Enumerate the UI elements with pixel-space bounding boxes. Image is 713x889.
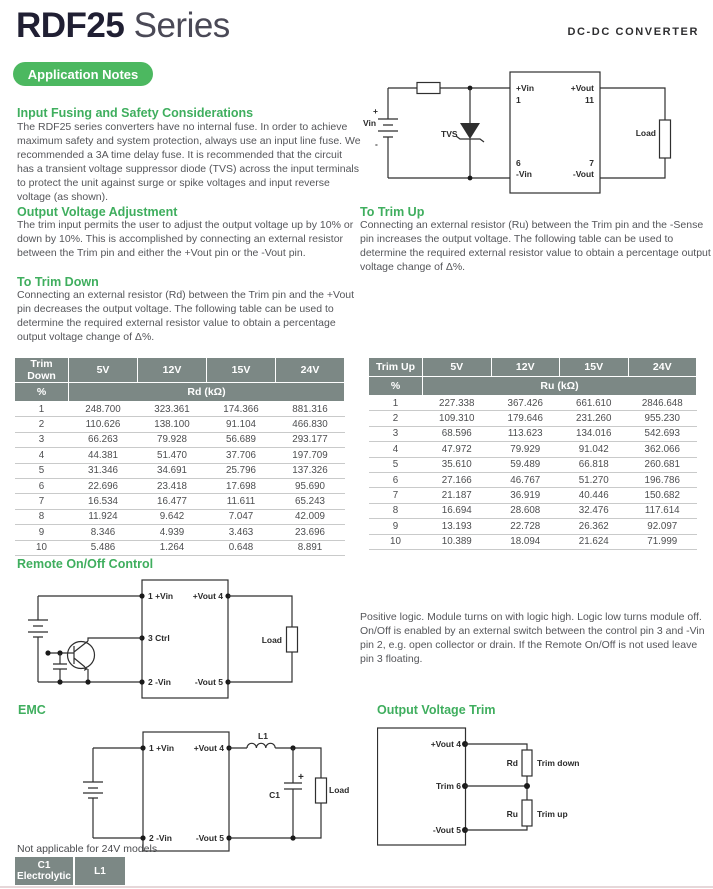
heading-remote-on-off: Remote On/Off Control xyxy=(17,557,154,571)
value-cell: 8.346 xyxy=(69,525,138,540)
resistor-ru xyxy=(522,800,532,826)
percent-cell: 4 xyxy=(369,442,423,457)
table-row xyxy=(369,503,697,518)
value-cell: 68.596 xyxy=(423,426,492,441)
percent-cell: 6 xyxy=(15,478,69,493)
value-cell: 113.623 xyxy=(491,426,560,441)
c1-label: C1 xyxy=(37,860,51,871)
capacitor-c1 xyxy=(284,748,302,838)
percent-cell: 2 xyxy=(369,411,423,426)
value-cell: 92.097 xyxy=(628,519,697,534)
value-cell: 25.796 xyxy=(207,463,276,478)
table-title: Trim Up xyxy=(369,358,423,377)
value-cell: 955.230 xyxy=(628,411,697,426)
load-label: Load xyxy=(329,785,350,795)
value-cell: 0.648 xyxy=(207,540,276,555)
pin-1-vin: 1 +Vin xyxy=(148,591,174,601)
percent-cell: 8 xyxy=(369,503,423,518)
percent-cell: 1 xyxy=(369,396,423,411)
to-trim-down-paragraph: Connecting an external resistor (Rd) between the Trim pin and the +Vout pin decreases the output voltage. The following table can be used to determine the required external resistor value to obtain a percentage output voltage change of Δ%. xyxy=(17,289,355,343)
column-header: 15V xyxy=(560,358,629,377)
junction-dot xyxy=(57,679,62,684)
to-trim-up-paragraph: Connecting an external resistor (Ru) between the Trim pin and the -Sense pin increases the output voltage. The following table can be used to determine the required external resistor value to obtain a percentage output voltage change of Δ%. xyxy=(360,219,711,273)
value-cell: 56.689 xyxy=(207,432,276,447)
pin-3-ctrl: 3 Ctrl xyxy=(148,633,170,643)
table-row xyxy=(15,417,345,432)
percent-cell: 7 xyxy=(15,494,69,509)
value-cell: 91.104 xyxy=(207,417,276,432)
collector-emitter-wires xyxy=(88,638,142,682)
value-cell: 110.626 xyxy=(69,417,138,432)
value-cell: 1.264 xyxy=(138,540,207,555)
value-cell: 8.891 xyxy=(276,540,345,555)
table-row xyxy=(369,488,697,503)
junction-dot xyxy=(85,679,90,684)
value-cell: 16.694 xyxy=(423,503,492,518)
table-row xyxy=(15,540,345,555)
value-cell: 35.610 xyxy=(423,457,492,472)
value-cell: 117.614 xyxy=(628,503,697,518)
value-cell: 16.534 xyxy=(69,494,138,509)
l1-label: L1 xyxy=(94,865,106,877)
table-row xyxy=(15,509,345,524)
c1-type-label: Electrolytic xyxy=(17,871,71,882)
input-fusing-paragraph: The RDF25 series converters have no internal fuse. In order to achieve maximum safety and system protection, always use an input line fuse. We recommended a 3A time delay fuse. It is recommended that the circuit has a transient voltage suppressor diode (TVS) across the input terminals to protect the unit against surge or spike voltages and input reverse voltage (as shown). xyxy=(17,121,361,203)
pin-5-vout: -Vout 5 xyxy=(195,833,224,843)
column-header: 24V xyxy=(276,358,345,383)
percent-cell: 5 xyxy=(15,463,69,478)
application-notes-badge: Application Notes xyxy=(13,62,153,86)
value-cell: 134.016 xyxy=(560,426,629,441)
value-cell: 227.338 xyxy=(423,396,492,411)
table-row xyxy=(15,478,345,493)
value-cell: 36.919 xyxy=(491,488,560,503)
input-fusing-circuit-diagram xyxy=(362,65,707,200)
column-header: 15V xyxy=(207,358,276,383)
value-cell: 174.366 xyxy=(207,402,276,417)
pin-5-vout: -Vout 5 xyxy=(432,825,461,835)
percent-cell: 1 xyxy=(15,402,69,417)
heading-to-trim-down: To Trim Down xyxy=(17,275,99,289)
trim-up-table xyxy=(368,357,697,550)
value-cell: 46.767 xyxy=(491,472,560,487)
percent-cell: 9 xyxy=(15,525,69,540)
value-cell: 150.682 xyxy=(628,488,697,503)
emc-circuit-diagram xyxy=(14,730,359,855)
pin-2-vin: 2 -Vin xyxy=(148,677,171,687)
pin-dot xyxy=(139,679,144,684)
value-cell: 881.316 xyxy=(276,402,345,417)
pin-4-vout: +Vout 4 xyxy=(192,591,223,601)
value-cell: 661.610 xyxy=(560,396,629,411)
table-row xyxy=(369,411,697,426)
value-cell: 137.326 xyxy=(276,463,345,478)
trim-down-label: Trim down xyxy=(537,758,580,768)
value-cell: 11.924 xyxy=(69,509,138,524)
trim-down-table-body xyxy=(15,402,345,556)
value-cell: 10.389 xyxy=(423,534,492,549)
percent-cell: 8 xyxy=(15,509,69,524)
table-row xyxy=(15,402,345,417)
table-row xyxy=(369,472,697,487)
table-unit-row xyxy=(15,383,345,402)
value-cell: 66.818 xyxy=(560,457,629,472)
pin-1-vin: 1 +Vin xyxy=(149,743,175,753)
value-cell: 323.361 xyxy=(138,402,207,417)
table-row xyxy=(15,494,345,509)
c1-label: C1 xyxy=(269,790,280,800)
table-row xyxy=(369,396,697,411)
pin-1: 1 xyxy=(516,95,521,105)
battery-minus-label: - xyxy=(375,139,378,149)
trim-up-table-body xyxy=(369,396,697,550)
value-cell: 11.611 xyxy=(207,494,276,509)
value-cell: 2846.648 xyxy=(628,396,697,411)
load-resistor xyxy=(287,627,298,652)
tvs-diode xyxy=(460,123,480,139)
value-cell: 138.100 xyxy=(138,417,207,432)
heading-to-trim-up: To Trim Up xyxy=(360,205,425,219)
table-header-row xyxy=(369,358,697,377)
table-row xyxy=(369,442,697,457)
value-cell: 5.486 xyxy=(69,540,138,555)
pin-dot xyxy=(139,593,144,598)
value-cell: 248.700 xyxy=(69,402,138,417)
value-cell: 13.193 xyxy=(423,519,492,534)
battery-symbol xyxy=(28,620,48,637)
column-header: 5V xyxy=(423,358,492,377)
value-cell: 3.463 xyxy=(207,525,276,540)
value-cell: 23.418 xyxy=(138,478,207,493)
percent-header: % xyxy=(15,383,69,402)
value-cell: 37.706 xyxy=(207,448,276,463)
output-wires xyxy=(228,596,292,682)
percent-cell: 5 xyxy=(369,457,423,472)
pin-vin-minus: -Vin xyxy=(516,169,532,179)
pin-dot xyxy=(140,745,145,750)
pin-vout-plus: +Vout xyxy=(570,83,594,93)
value-cell: 71.999 xyxy=(628,534,697,549)
value-cell: 79.928 xyxy=(138,432,207,447)
percent-header: % xyxy=(369,377,423,396)
junction-dot xyxy=(468,176,473,181)
pin-vout-minus: -Vout xyxy=(572,169,594,179)
series-name: RDF25 xyxy=(16,6,125,45)
value-cell: 47.972 xyxy=(423,442,492,457)
value-cell: 367.426 xyxy=(491,396,560,411)
percent-cell: 7 xyxy=(369,488,423,503)
value-cell: 51.470 xyxy=(138,448,207,463)
value-cell: 17.698 xyxy=(207,478,276,493)
pin-5-vout: -Vout 5 xyxy=(194,677,223,687)
resistor-rd xyxy=(522,750,532,776)
value-cell: 32.476 xyxy=(560,503,629,518)
value-cell: 466.830 xyxy=(276,417,345,432)
unit-header: Ru (kΩ) xyxy=(423,377,697,396)
value-cell: 59.489 xyxy=(491,457,560,472)
value-cell: 79.929 xyxy=(491,442,560,457)
remote-on-off-paragraph: Positive logic. Module turns on with logic high. Logic low turns module off. On/Off is enabled by an external switch between the control pin 3 and -Vin pin 2, e.g. open collector or drain. If the Remote On/Off is not used leave pin 3 floating. xyxy=(360,611,705,665)
value-cell: 51.270 xyxy=(560,472,629,487)
series-suffix: Series xyxy=(124,6,230,45)
heading-output-voltage-trim: Output Voltage Trim xyxy=(377,703,496,717)
vin-source-label: Vin xyxy=(363,118,377,128)
value-cell: 9.642 xyxy=(138,509,207,524)
value-cell: 40.446 xyxy=(560,488,629,503)
value-cell: 66.263 xyxy=(69,432,138,447)
rd-label: Rd xyxy=(506,758,518,768)
column-header: 12V xyxy=(491,358,560,377)
table-row xyxy=(369,519,697,534)
value-cell: 109.310 xyxy=(423,411,492,426)
column-header: 12V xyxy=(138,358,207,383)
value-cell: 4.939 xyxy=(138,525,207,540)
heading-input-fusing: Input Fusing and Safety Considerations xyxy=(17,106,254,120)
value-cell: 28.608 xyxy=(491,503,560,518)
junction-dot xyxy=(290,835,295,840)
value-cell: 91.042 xyxy=(560,442,629,457)
battery-plus-label: + xyxy=(373,106,378,116)
emc-note: Not applicable for 24V models xyxy=(17,843,158,855)
percent-cell: 3 xyxy=(15,432,69,447)
value-cell: 16.477 xyxy=(138,494,207,509)
document-type: DC-DC CONVERTER xyxy=(567,26,699,38)
value-cell: 22.696 xyxy=(69,478,138,493)
table-row xyxy=(369,426,697,441)
inductor-l1 xyxy=(247,743,275,748)
remote-on-off-circuit-diagram xyxy=(14,575,344,705)
value-cell: 362.066 xyxy=(628,442,697,457)
table-header-row xyxy=(15,358,345,383)
value-cell: 31.346 xyxy=(69,463,138,478)
table-row xyxy=(15,448,345,463)
value-cell: 27.166 xyxy=(423,472,492,487)
pin-11: 11 xyxy=(585,95,594,105)
value-cell: 196.786 xyxy=(628,472,697,487)
load-label: Load xyxy=(261,635,282,645)
load-resistor xyxy=(660,120,671,158)
percent-cell: 2 xyxy=(15,417,69,432)
heading-emc: EMC xyxy=(18,703,46,717)
page-title xyxy=(16,6,230,46)
table-row xyxy=(15,432,345,447)
junction-dot xyxy=(524,783,530,789)
percent-cell: 10 xyxy=(369,534,423,549)
value-cell: 65.243 xyxy=(276,494,345,509)
column-header: 5V xyxy=(69,358,138,383)
value-cell: 197.709 xyxy=(276,448,345,463)
column-header: 24V xyxy=(628,358,697,377)
value-cell: 42.009 xyxy=(276,509,345,524)
pin-6-trim: Trim 6 xyxy=(435,781,461,791)
output-voltage-adjustment-paragraph: The trim input permits the user to adjust the output voltage up by 10% or down by 10%. This is accomplished by connecting an external resistor between the Trim pin and either the +Vout pin or the -Vout pin. xyxy=(17,219,354,259)
value-cell: 26.362 xyxy=(560,519,629,534)
value-cell: 23.696 xyxy=(276,525,345,540)
load-resistor xyxy=(316,778,327,803)
pin-vin-plus: +Vin xyxy=(516,83,535,93)
page-edge-divider xyxy=(0,886,713,888)
value-cell: 231.260 xyxy=(560,411,629,426)
base-capacitor xyxy=(53,653,67,682)
table-title: Trim Down xyxy=(15,358,69,383)
percent-cell: 3 xyxy=(369,426,423,441)
fuse-symbol xyxy=(417,83,440,94)
value-cell: 293.177 xyxy=(276,432,345,447)
pin-7: 7 xyxy=(589,158,594,168)
value-cell: 95.690 xyxy=(276,478,345,493)
value-cell: 44.381 xyxy=(69,448,138,463)
pin-4-vout: +Vout 4 xyxy=(430,739,461,749)
pin-4-vout: +Vout 4 xyxy=(193,743,224,753)
value-cell: 260.681 xyxy=(628,457,697,472)
percent-cell: 4 xyxy=(15,448,69,463)
pin-6: 6 xyxy=(516,158,521,168)
pin-dot xyxy=(140,835,145,840)
load-label: Load xyxy=(635,128,656,138)
junction-dot xyxy=(45,650,50,655)
table-row xyxy=(15,525,345,540)
table-row xyxy=(369,534,697,549)
value-cell: 22.728 xyxy=(491,519,560,534)
percent-cell: 9 xyxy=(369,519,423,534)
value-cell: 179.646 xyxy=(491,411,560,426)
pin-2-vin: 2 -Vin xyxy=(149,833,172,843)
tvs-label: TVS xyxy=(441,129,458,139)
value-cell: 21.624 xyxy=(560,534,629,549)
battery-symbol xyxy=(83,782,103,798)
heading-output-voltage-adjustment: Output Voltage Adjustment xyxy=(17,205,178,219)
value-cell: 542.693 xyxy=(628,426,697,441)
table-row xyxy=(369,457,697,472)
c1-plus-label: + xyxy=(298,772,304,783)
table-row xyxy=(15,463,345,478)
ru-label: Ru xyxy=(506,809,518,819)
unit-header: Rd (kΩ) xyxy=(69,383,345,402)
bottom-table-cell-l1 xyxy=(75,857,125,885)
value-cell: 7.047 xyxy=(207,509,276,524)
output-voltage-trim-diagram xyxy=(377,720,657,850)
trim-down-table xyxy=(14,357,345,556)
l1-label: L1 xyxy=(258,731,268,741)
bottom-table-cell-c1 xyxy=(15,857,73,885)
value-cell: 21.187 xyxy=(423,488,492,503)
trim-up-label: Trim up xyxy=(537,809,568,819)
percent-cell: 6 xyxy=(369,472,423,487)
battery-symbol xyxy=(378,119,398,137)
percent-cell: 10 xyxy=(15,540,69,555)
value-cell: 34.691 xyxy=(138,463,207,478)
table-unit-row xyxy=(369,377,697,396)
value-cell: 18.094 xyxy=(491,534,560,549)
